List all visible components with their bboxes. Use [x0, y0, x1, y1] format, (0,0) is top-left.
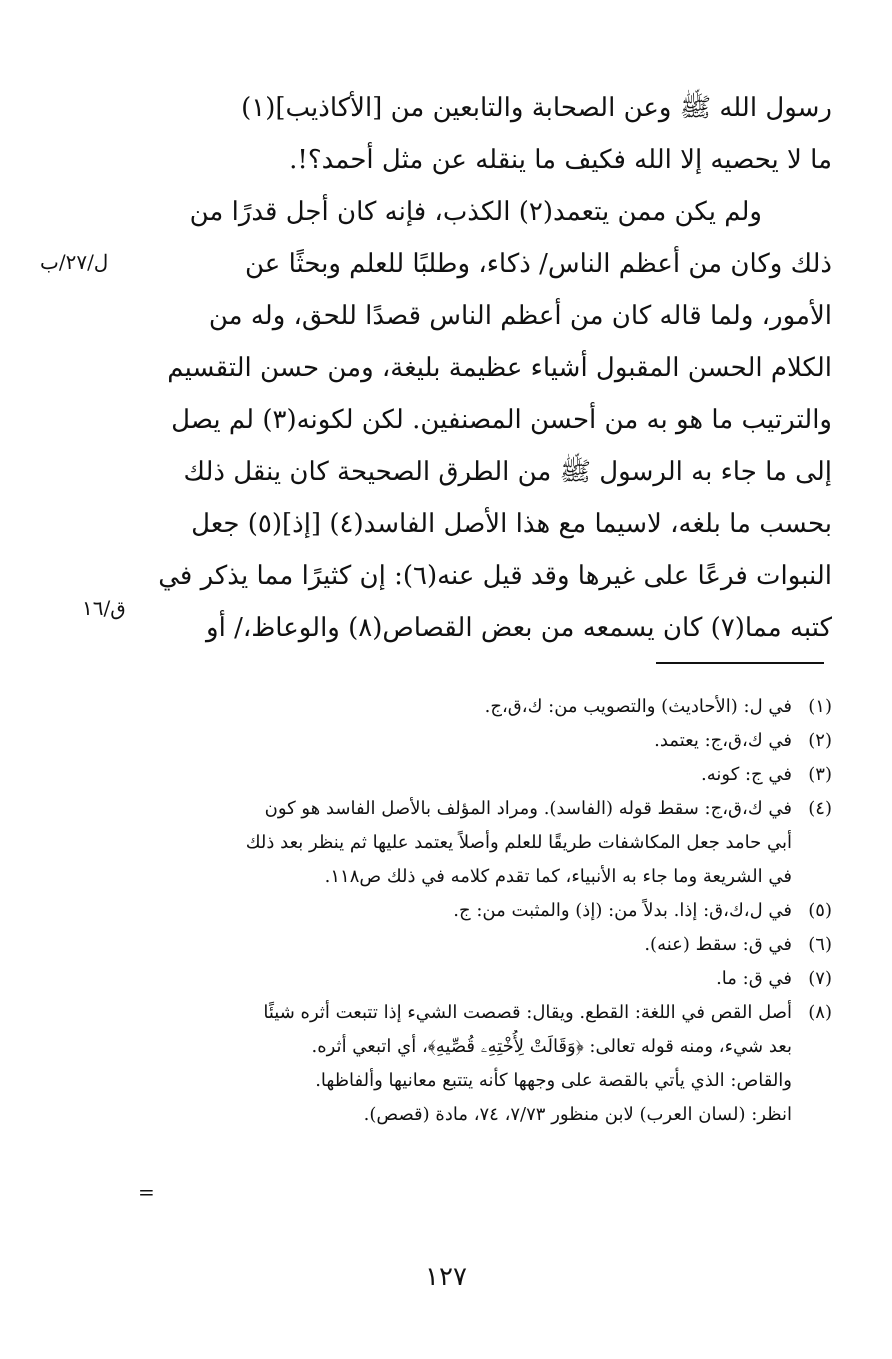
footnote-text: في ج: كونه.	[701, 764, 792, 785]
footnote	[100, 792, 832, 894]
main-text-line: بحسب ما بلغه، لاسيما مع هذا الأصل الفاسد(٤) [إذ](٥) جعل	[191, 509, 832, 539]
footnote	[100, 724, 832, 758]
main-text-line: كتبه مما(٧) كان يسمعه من بعض القصاص(٨) والوعاظ،/ أو	[206, 613, 832, 643]
footnote-number: (٤)	[808, 798, 832, 819]
footnote	[100, 894, 832, 928]
footnote-number: (١)	[808, 696, 832, 717]
footnote-text: في ل: (الأحاديث) والتصويب من: ك،ق،ج.	[484, 696, 792, 717]
footnote	[100, 928, 832, 962]
footnotes-block	[100, 690, 832, 1132]
footnote-text: في ق: سقط (عنه).	[644, 934, 792, 955]
footnote	[100, 996, 832, 1132]
footnote-separator	[656, 662, 824, 664]
main-text-line: ما لا يحصيه إلا الله فكيف ما ينقله عن مثل أحمد؟!.	[289, 145, 832, 175]
footnote-text: أصل القص في اللغة: القطع. ويقال: قصصت الشيء إذا تتبعت أثره شيئًا	[263, 1002, 792, 1023]
footnote-number: (٧)	[808, 968, 832, 989]
main-text-line: ذلك وكان من أعظم الناس/ ذكاء، وطلبًا للعلم وبحثًا عن	[245, 249, 832, 279]
footnote-number: (٥)	[808, 900, 832, 921]
footnote	[100, 962, 832, 996]
main-text-line: إلى ما جاء به الرسول ﷺ من الطرق الصحيحة كان ينقل ذلك	[183, 457, 832, 487]
main-text-line: والترتيب ما هو به من أحسن المصنفين. لكن لكونه(٣) لم يصل	[171, 405, 832, 435]
page-number: ١٢٧	[425, 1262, 467, 1292]
footnote-number: (٢)	[808, 730, 832, 751]
main-text-line: رسول الله ﷺ وعن الصحابة والتابعين من [الأكاذيب](١)	[241, 93, 832, 123]
footnote	[100, 690, 832, 724]
footnote-text: أبي حامد جعل المكاشفات طريقًا للعلم وأصلاً يعتمد عليها ثم ينظر بعد ذلك	[245, 832, 792, 853]
footnote-number: (٦)	[808, 934, 832, 955]
footnote-text: في ق: ما.	[716, 968, 792, 989]
footnote-text: انظر: (لسان العرب) لابن منظور ٧/٧٣، ٧٤، مادة (قصص).	[363, 1104, 792, 1125]
footnote	[100, 758, 832, 792]
footnote-number: (٨)	[808, 1002, 832, 1023]
main-text-block	[120, 82, 832, 654]
footnote-text: بعد شيء، ومنه قوله تعالى: ﴿وَقَالَتْ لِأُخْتِهِۦ قُصِّيهِ﴾، أي اتبعي أثره.	[311, 1036, 792, 1057]
manuscript-folio-note: ق/١٦	[82, 596, 126, 620]
footnote-text: في الشريعة وما جاء به الأنبياء، كما تقدم كلامه في ذلك ص١١٨.	[324, 866, 792, 887]
footnote-text: في ك،ق،ج: يعتمد.	[654, 730, 792, 751]
main-text-line: النبوات فرعًا على غيرها وقد قيل عنه(٦): إن كثيرًا مما يذكر في	[158, 561, 832, 591]
main-text-line: الأمور، ولما قاله كان من أعظم الناس قصدًا للحق، وله من	[208, 301, 832, 331]
footnote-text: في ك،ق،ج: سقط قوله (الفاسد). ومراد المؤلف بالأصل الفاسد هو كون	[264, 798, 792, 819]
footnote-number: (٣)	[808, 764, 832, 785]
footnote-text: والقاص: الذي يأتي بالقصة على وجهها كأنه يتتبع معانيها وألفاظها.	[315, 1070, 792, 1091]
main-text-line: ولم يكن ممن يتعمد(٢) الكذب، فإنه كان أجل قدرًا من	[189, 197, 762, 227]
manuscript-folio-note: ل/٢٧/ب	[40, 250, 109, 274]
main-text-line: الكلام الحسن المقبول أشياء عظيمة بليغة، ومن حسن التقسيم	[167, 353, 832, 383]
continuation-mark: =	[138, 1180, 155, 1204]
footnote-text: في ل،ك،ق: إذا. بدلاً من: (إذ) والمثبت من: ج.	[453, 900, 792, 921]
